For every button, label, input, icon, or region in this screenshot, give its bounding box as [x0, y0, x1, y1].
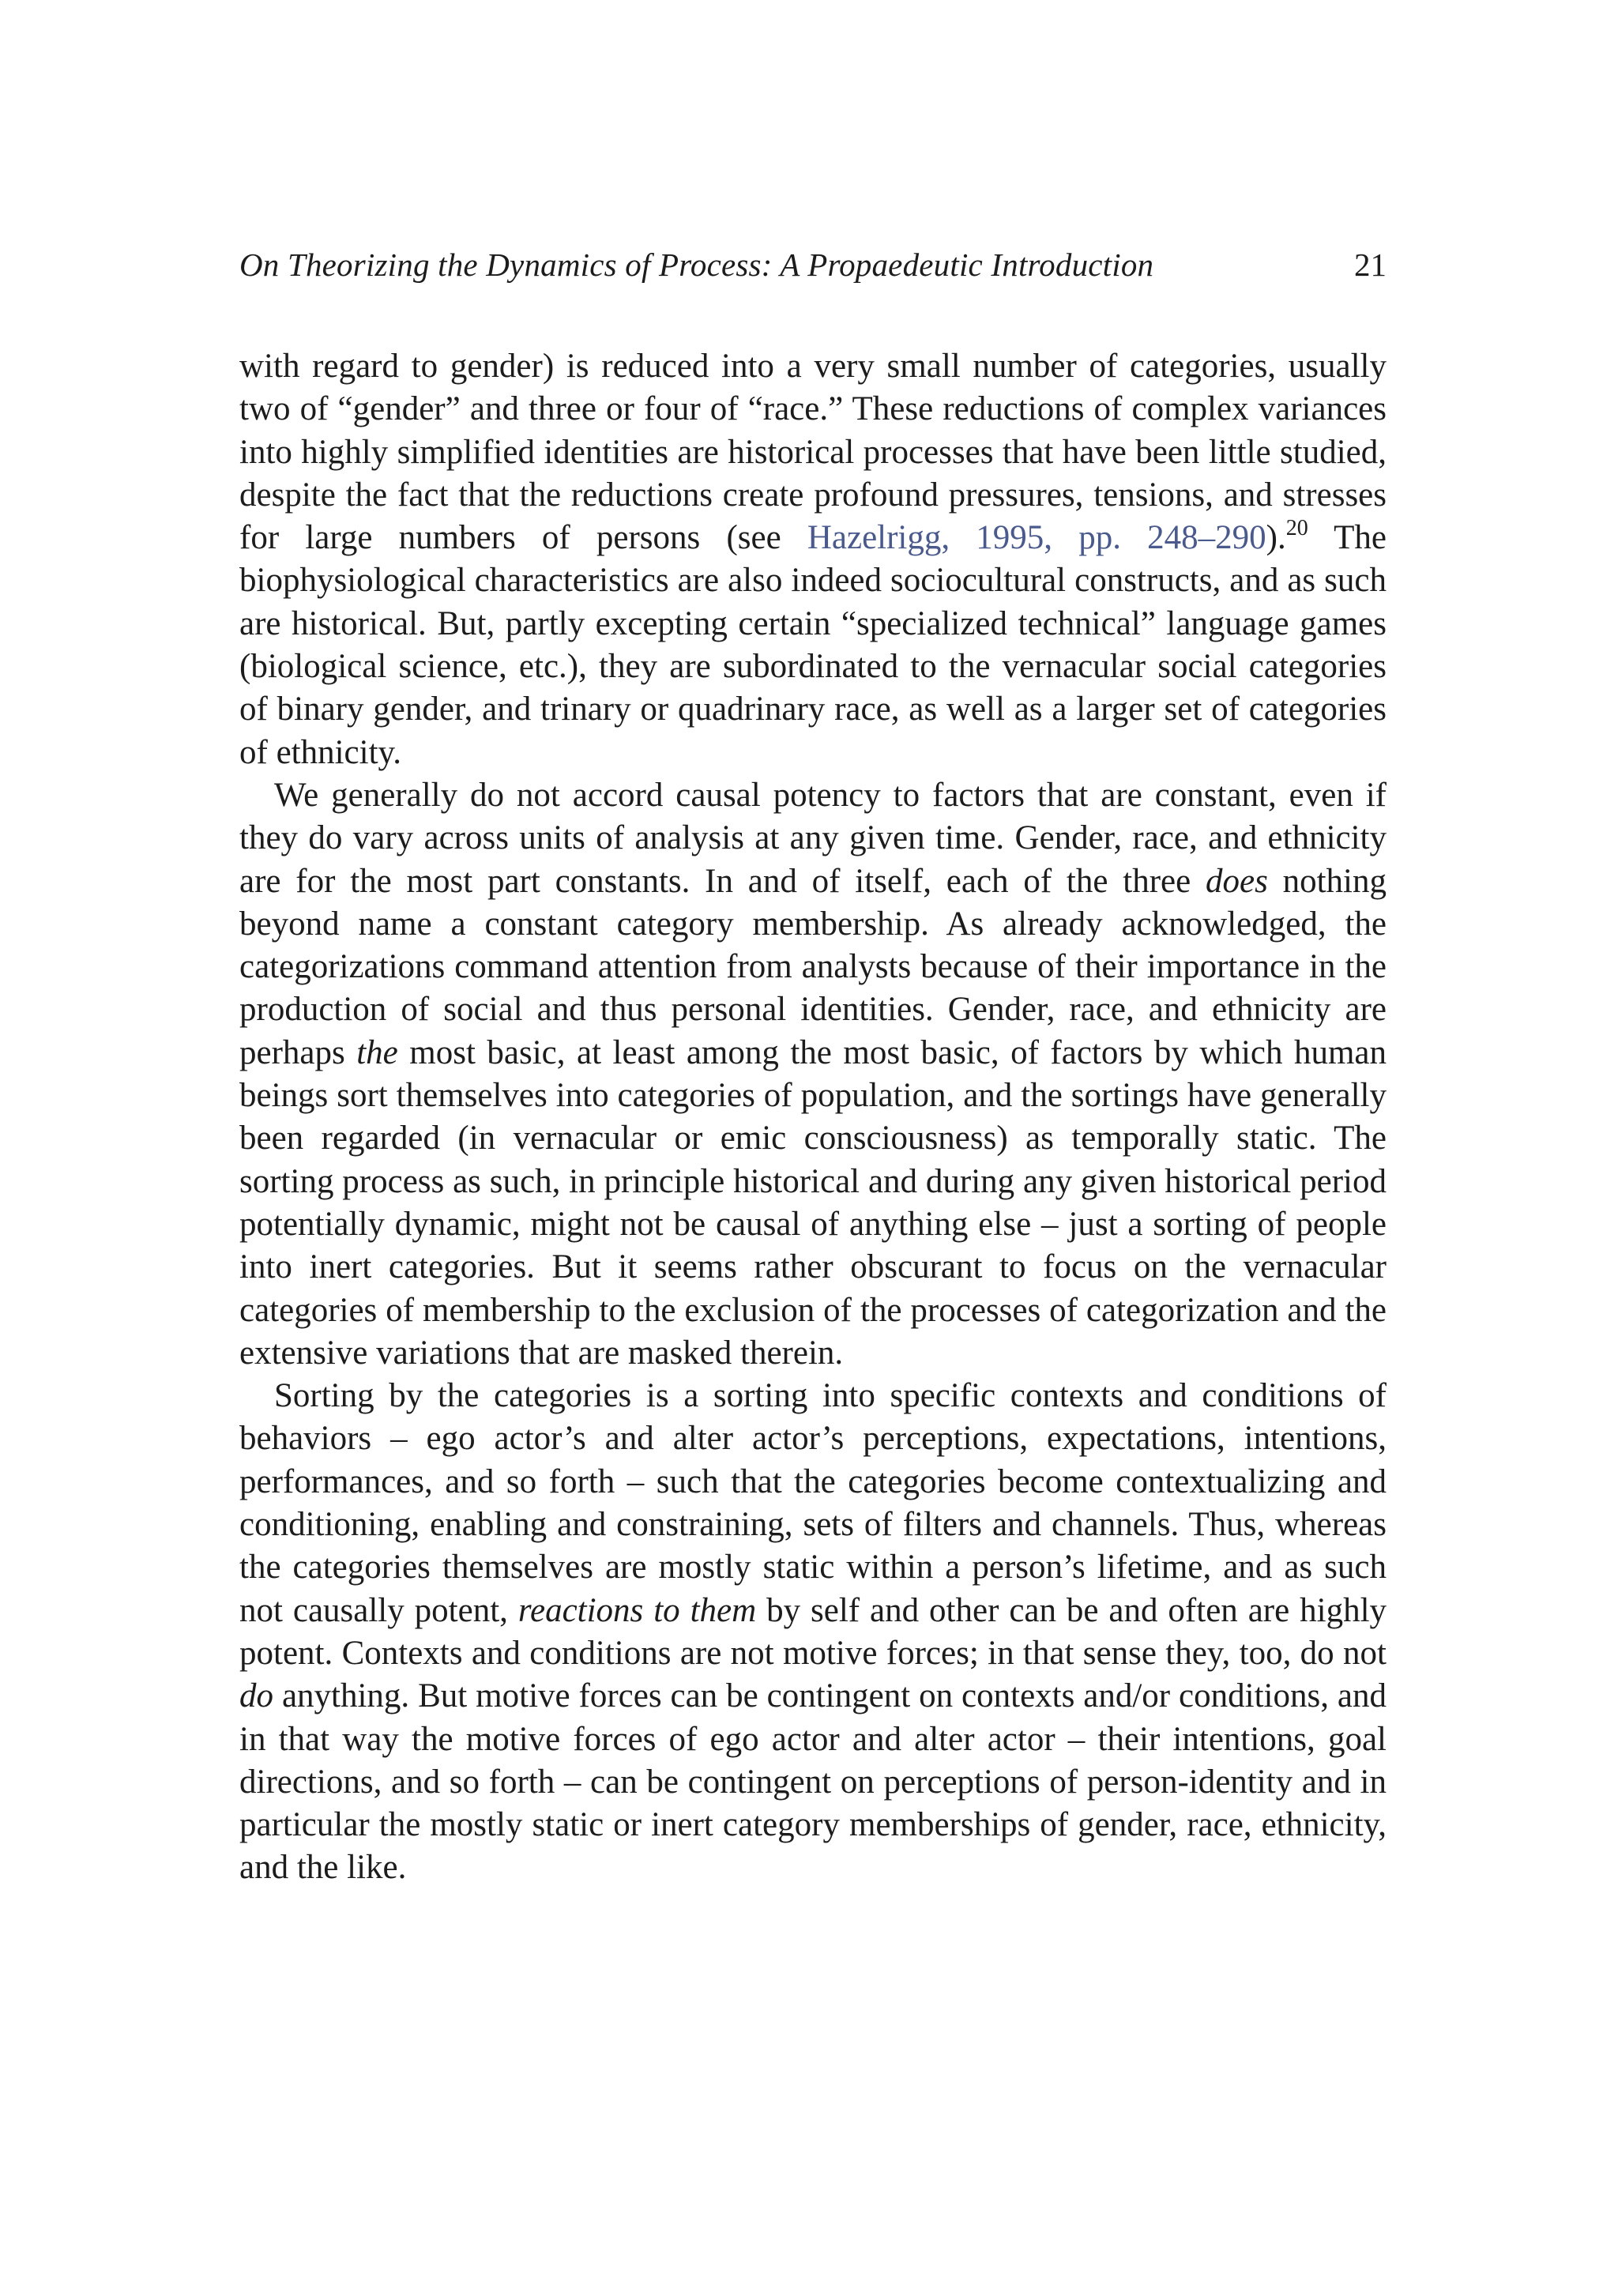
- running-title: On Theorizing the Dynamics of Process: A Propaedeutic Introduction: [239, 247, 1154, 283]
- paragraph-1-text-c: The biophysiological characteristics are also indeed sociocultural constructs, and as such are historical. But, partly excepting certain “specialized technical” language games (biological science, etc.), they are subordinated to the vernacular social categories of binary gender, and trinary or quadrinary race, as well as a larger set of categories of ethnicity.: [239, 519, 1387, 771]
- paragraph-1-text-a: with regard to gender) is reduced into a very small number of categories, usually two of “gender” and three or four of “race.” These reductions of complex variances into highly simplified identities are historical processes that have been little studied, despite the fact that the reductions create profound pressures, tensions, and stresses for large numbers of persons (see: [239, 348, 1387, 557]
- paragraph-2: [239, 774, 1387, 1375]
- paragraph-2-emphasis-does: does: [1205, 862, 1268, 900]
- paragraph-2-text-a: We generally do not accord causal potency to factors that are constant, even if they do vary across units of analysis at any given time. Gender, race, and ethnicity are for the most part constants. In and of itself, each of the three: [239, 776, 1387, 900]
- paragraph-3-text-c: anything. But motive forces can be contingent on contexts and/or conditions, and in that way the motive forces of ego actor and alter actor – their intentions, goal directions, and so forth – can be contingent on perceptions of person-identity and in particular the mostly static or inert category memberships of gender, race, ethnicity, and the like.: [239, 1677, 1387, 1887]
- paragraph-3-emphasis-reactions: reactions to them: [517, 1591, 757, 1629]
- paragraph-1: [239, 345, 1387, 774]
- body-text: [239, 345, 1387, 1890]
- paragraph-2-text-b: nothing beyond name a constant category membership. As already acknowledged, the categorizations command attention from analysts because of their importance in the production of social and thus personal identities. Gender, race, and ethnicity are perhaps: [239, 862, 1387, 1071]
- paragraph-2-emphasis-the: the: [356, 1033, 398, 1071]
- paragraph-3-text-b: by self and other can be and often are highly potent. Contexts and conditions are not motive forces; in that sense they, too, do not: [239, 1591, 1387, 1672]
- paragraph-2-text-c: most basic, at least among the most basic, of factors by which human beings sort themselves into categories of population, and the sortings have generally been regarded (in vernacular or emic consciousness) as temporally static. The sorting process as such, in principle historical and during any given historical period potentially dynamic, might not be causal of anything else – just a sorting of people into inert categories. But it seems rather obscurant to focus on the vernacular categories of membership to the exclusion of the processes of categorization and the extensive variations that are masked therein.: [239, 1033, 1387, 1372]
- footnote-reference[interactable]: 20: [1285, 516, 1308, 541]
- paragraph-3-emphasis-do: do: [239, 1677, 273, 1715]
- paragraph-3-text-a: Sorting by the categories is a sorting into specific contexts and conditions of behaviors – ego actor’s and alter actor’s perceptions, expectations, intentions, performances, and so forth – such that the categories become contextualizing and conditioning, enabling and constraining, sets of filters and channels. Thus, whereas the categories themselves are mostly static within a person’s lifetime, and as such not causally potent,: [239, 1377, 1387, 1629]
- citation-link[interactable]: Hazelrigg, 1995, pp. 248–290: [807, 519, 1266, 557]
- paragraph-3: [239, 1375, 1387, 1890]
- page-number: 21: [1354, 247, 1387, 283]
- running-head: [239, 241, 1387, 288]
- paragraph-1-text-b: ).: [1266, 519, 1286, 557]
